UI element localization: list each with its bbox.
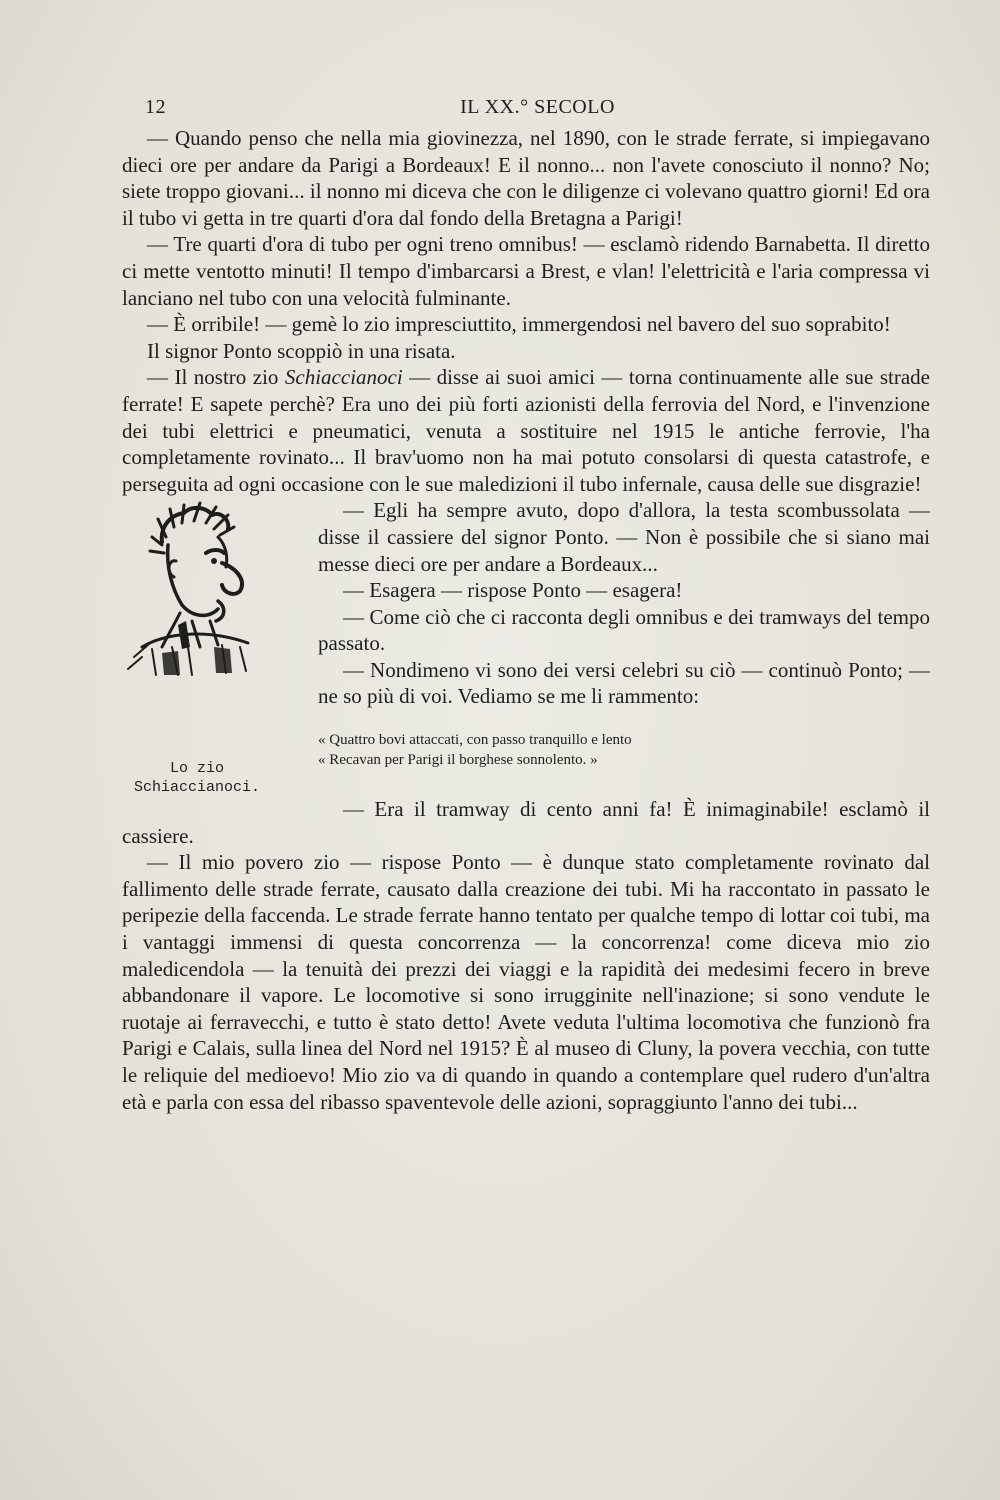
verse-line: « Quattro bovi attaccati, con passo tranquillo e lento: [318, 732, 632, 749]
paragraph: — Il mio povero zio — rispose Ponto — è dunque stato completamente rovinato dal fallimento delle strade ferrate, causato dalla creazione dei tubi. Mi ha raccontato in passato le peripezie della faccenda. Le strade ferrate hanno tentato per qualche tempo di lottar coi tubi, ma i vantaggi immensi di questa concorrenza — la concorrenza! come diceva mio zio maledicendola — la tenuità dei prezzi dei viaggi e la rapidità dei medesimi fecero in breve abbandonare il vapore. Le locomotive si sono irrugginite nell'inazione; si sono vendute le ruotaje ai ferravecchi, e tutto è stato detto! Avete veduta l'ultima locomotiva che funzionò fra Parigi e Calais, sulla linea del Nord nel 1915? È al museo di Cluny, la povera vecchia, con tutte le reliquie del medioevo! Mio zio va di quando in quando a contemplare quel rudero d'un'altra età e parla con essa del ribasso spaventevole delle azioni, sopraggiunto l'anno dei tubi...: [122, 850, 930, 1114]
body-text: [122, 125, 930, 1115]
paragraph: — Quando penso che nella mia giovinezza, nel 1890, con le strade ferrate, si impiegavano dieci ore per andare da Parigi a Bordeaux! E il nonno... non l'avete conosciuto il nonno? No; siete troppo giovani... il nonno mi diceva che con le diligenze ci volevano quattro giorni! Ed ora il tubo vi getta in tre quarti d'ora dal fondo della Bretagna a Parigi!: [122, 126, 930, 230]
paragraph: Il signor Ponto scoppiò in una risata.: [147, 338, 456, 363]
paragraph-text: — disse ai suoi amici — torna continuamente alle sue strade ferrate! E sapete perchè? Era uno dei più forti azionisti della ferrovia del Nord, e l'invenzione dei tubi elettrici e pneumatici, venuta a sostituire nel 1915 le antiche ferrovie, l'ha completamente rovinato... Il brav'uomo non ha mai potuto consolarsi di questa catastrofe, e perseguita ad ogni occasione con le sue maledizioni il tubo infernale, causa delle sue disgrazie!: [122, 365, 930, 496]
verse-line: « Recavan per Parigi il borghese sonnolento. »: [318, 752, 598, 769]
page-header: [145, 96, 930, 126]
paragraph: — Tre quarti d'ora di tubo per ogni treno omnibus! — esclamò ridendo Barnabetta. Il diretto ci mette ventotto minuti! Il tempo d'imbarcarsi a Brest, e vlan! l'elettricità e l'aria compressa vi lanciano nel tubo con una velocità fulminante.: [122, 232, 930, 310]
paragraph: — Come ciò che ci racconta degli omnibus e dei tramways del tempo passato.: [318, 604, 930, 656]
italic-name: Schiaccianoci: [284, 365, 403, 390]
figure-uncle-schiaccianoci: [122, 497, 318, 809]
paragraph: — Esagera — rispose Ponto — esagera!: [343, 578, 683, 603]
figure-caption: [122, 759, 272, 797]
running-title: IL XX.° SECOLO: [460, 96, 615, 118]
caricature-illustration: [122, 497, 272, 677]
caption-line: Lo zio: [169, 760, 224, 778]
paragraph-text: — Il nostro zio: [147, 365, 285, 390]
verse-quote: [302, 730, 930, 770]
paragraph: — Era il tramway di cento anni fa! È inimaginabile! esclamò il cassiere.: [122, 797, 930, 848]
paragraph: — Egli ha sempre avuto, dopo d'allora, la testa scombussolata — disse il cassiere del signor Ponto. — Non è possibile che si siano mai messe dieci ore per andare a Bordeaux...: [318, 498, 930, 576]
caption-line: Schiaccianoci.: [133, 779, 261, 797]
paragraph: — Nondimeno vi sono dei versi celebri su ciò — continuò Ponto; — ne so più di voi. Vediamo se me li rammento:: [318, 657, 930, 709]
page-number: 12: [145, 96, 166, 118]
paragraph: — È orribile! — gemè lo zio impresciuttito, immergendosi nel bavero del suo soprabito!: [147, 312, 891, 337]
paragraph-schiaccianoci: [122, 364, 930, 497]
